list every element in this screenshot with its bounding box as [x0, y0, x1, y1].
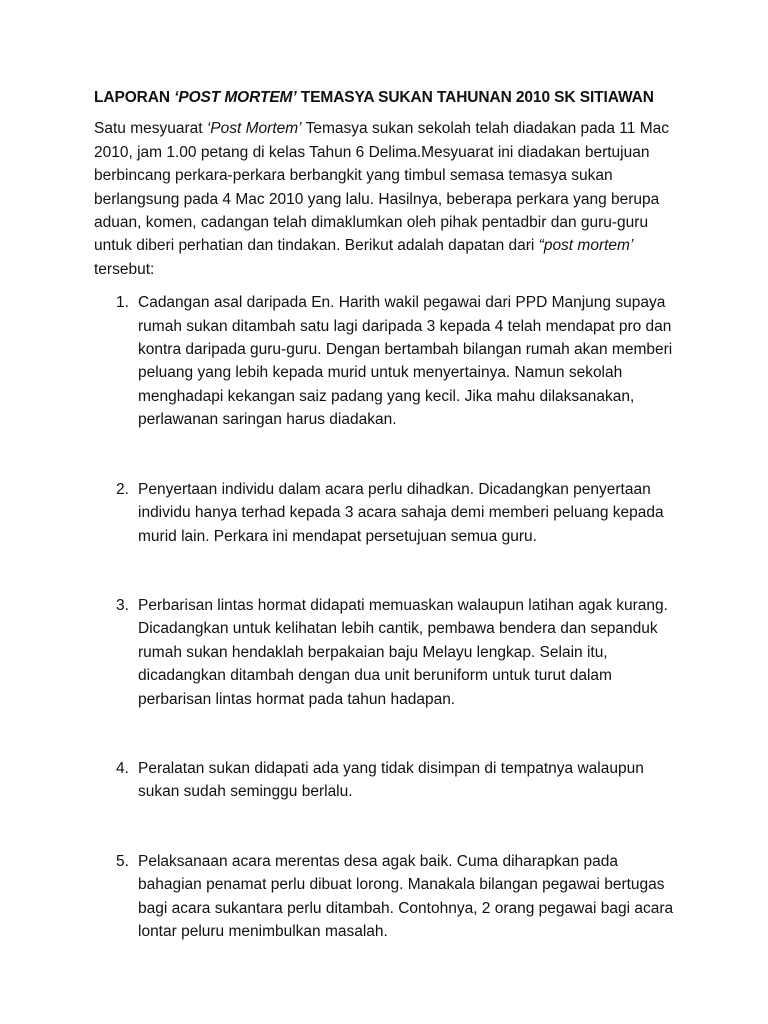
list-item-number: 3.: [116, 596, 129, 614]
list-item: [94, 291, 684, 431]
title-suffix: TEMASYA SUKAN TAHUNAN 2010 SK SITIAWAN: [296, 89, 654, 106]
list-item-number: 4.: [116, 759, 129, 777]
intro-text-1: Satu mesyuarat: [94, 120, 207, 138]
list-item-text: Penyertaan individu dalam acara perlu dihadkan. Dicadangkan penyertaan individu hanya terhad kepada 3 acara sahaja demi memberi peluang kepada murid lain. Perkara ini mendapat persetujuan semua guru.: [138, 480, 664, 545]
list-item: [94, 757, 684, 804]
list-item-number: 1.: [116, 294, 129, 312]
intro-paragraph: [94, 117, 684, 281]
list-item-text: Pelaksanaan acara merentas desa agak baik. Cuma diharapkan pada bahagian penamat perlu dibuat lorong. Manakala bilangan pegawai bertugas bagi acara sukantara perlu ditambah. Contohnya, 2 orang pegawai bagi acara lontar peluru menimbulkan masalah.: [138, 852, 674, 940]
list-item-number: 2.: [116, 480, 129, 498]
list-item: [94, 478, 684, 548]
list-item-text: Perbarisan lintas hormat didapati memuaskan walaupun latihan agak kurang. Dicadangkan untuk kelihatan lebih cantik, pembawa bendera dan sepanduk rumah sukan hendaklah berpakaian baju Melayu lengkap. Selain itu, dicadangkan ditambah dengan dua unit beruniform untuk turut dalam perbarisan lintas hormat pada tahun hadapan.: [138, 596, 668, 708]
intro-text-3: tersebut:: [94, 260, 155, 278]
title-post-mortem: ‘POST MORTEM’: [174, 89, 297, 106]
intro-post-mortem: ‘Post Mortem’: [206, 120, 302, 138]
title-prefix: LAPORAN: [94, 89, 175, 106]
document-title: [94, 86, 684, 109]
list-item: [94, 594, 684, 711]
intro-text-2: Temasya sukan sekolah telah diadakan pada 11 Mac 2010, jam 1.00 petang di kelas Tahun 6 Delima.Mesyuarat ini diadakan bertujuan berbincang perkara-perkara berbangkit yang timbul semasa temasya sukan berlangsung pada 4 Mac 2010 yang lalu. Hasilnya, beberapa perkara yang berupa aduan, komen, cadangan telah dimaklumkan oleh pihak pentadbir dan guru-guru untuk diberi perhatian dan tindakan. Berikut adalah dapatan dari: [94, 120, 669, 255]
intro-post-mortem-2: “post mortem’: [538, 237, 634, 255]
list-item-number: 5.: [116, 852, 129, 870]
list-item: [94, 850, 684, 944]
document-body: [94, 86, 684, 943]
findings-list: [94, 291, 684, 943]
list-item-text: Cadangan asal daripada En. Harith wakil pegawai dari PPD Manjung supaya rumah sukan ditambah satu lagi daripada 3 kepada 4 telah mendapat pro dan kontra daripada guru-guru. Dengan bertambah bilangan rumah akan memberi peluang yang lebih kepada murid untuk menyertainya. Namun sekolah menghadapi kekangan saiz padang yang kecil. Jika mahu dilaksanakan, perlawanan saringan harus diadakan.: [138, 294, 673, 429]
list-item-text: Peralatan sukan didapati ada yang tidak disimpan di tempatnya walaupun sukan sudah seminggu berlalu.: [138, 759, 644, 801]
